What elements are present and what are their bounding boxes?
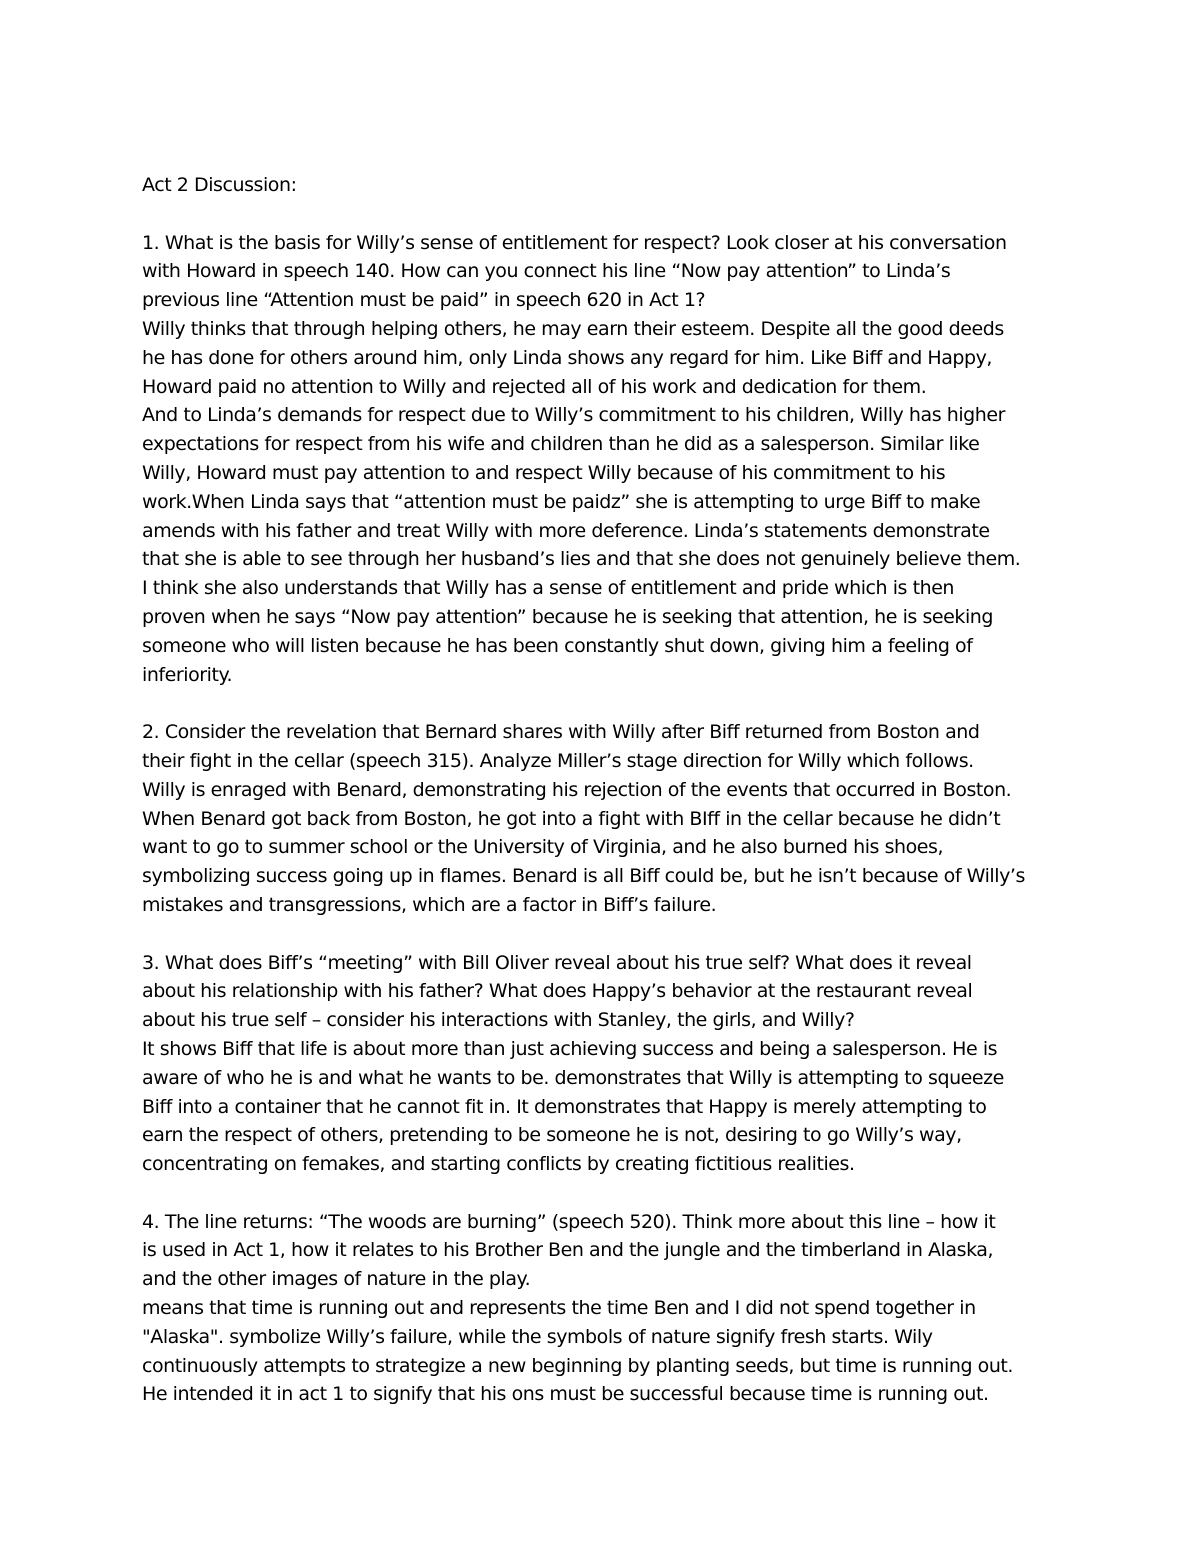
question-text: 2. Consider the revelation that Bernard shares with Willy after Biff returned from Boston and their fight in the cellar (speech 315). Analyze Miller’s stage direction for Willy which follows.: [142, 721, 980, 772]
section-question-4: [142, 1208, 1070, 1410]
spacer: [142, 689, 1070, 718]
answer-text: Willy is enraged with Benard, demonstrating his rejection of the events that occurred in Boston. When Benard got back from Boston, he got into a fight with BIff in the cellar because he didn’t want to go to summer school or the University of Virginia, and he also burned his shoes, symbolizing success going up in flames. Benard is all Biff could be, but he isn’t because of Willy’s mistakes and transgressions, which are a factor in Biff’s failure.: [142, 778, 1025, 916]
document-heading: Act 2 Discussion:: [142, 174, 297, 196]
section-question-3: [142, 949, 1070, 1179]
answer-text: means that time is running out and represents the time Ben and I did not spend together in "Alaska". symbolize Willy’s failure, while the symbols of nature signify fresh starts. Wily continuously attempts to strategize a new beginning by planting seeds, but time is running out. He intended it in act 1 to signify that his ons must be successful because time is running out.: [142, 1297, 1014, 1406]
answer-text: It shows Biff that life is about more than just achieving success and being a salesperson. He is aware of who he is and what he wants to be. demonstrates that Willy is attempting to squeeze Biff into a container that he cannot fit in. It demonstrates that Happy is merely attempting to earn the respect of others, pretending to be someone he is not, desiring to go Willy’s way, concentrating on femakes, and starting conflicts by creating fictitious realities.: [142, 1037, 1004, 1176]
section-question-2: [142, 718, 1070, 920]
answer-text: Willy thinks that through helping others, he may earn their esteem. Despite all the good deeds he has done for others around him, only Linda shows any regard for him. Like Biff and Happy, Howard paid no attention to Willy and rejected all of his work and dedication for them. And to Linda’s demands for respect due to Willy’s commitment to his children, Willy has higher expectations for respect from his wife and children than he did as a salesperson. Similar like Willy, Howard must pay attention to and respect Willy because of his commitment to his work.When Linda says that “attention must be paidz” she is attempting to urge Biff to make amends with his father and treat Willy with more deference. Linda’s statements demonstrate that she is able to see through her husband’s lies and that she does not genuinely believe them. I think she also understands that Willy has a sense of entitlement and pride which is then proven when he says “Now pay attention” because he is seeking that attention, he is seeking someone who will listen because he has been constantly shut down, giving him a feeling of inferiority.: [142, 317, 1021, 686]
spacer: [142, 920, 1070, 949]
question-text: 4. The line returns: “The woods are burning” (speech 520). Think more about this line – how it is used in Act 1, how it relates to his Brother Ben and the jungle and the timberland in Alaska, and the other images of nature in the play.: [142, 1210, 996, 1291]
spacer: [142, 1179, 1070, 1208]
question-text: 3. What does Biff’s “meeting” with Bill Oliver reveal about his true self? What does it reveal about his relationship with his father? What does Happy’s behavior at the restaurant reveal about his true self – consider his interactions with Stanley, the girls, and Willy?: [142, 951, 973, 1032]
spacer: [142, 200, 1070, 229]
section-question-1: [142, 229, 1070, 690]
question-text: 1. What is the basis for Willy’s sense of entitlement for respect? Look closer at his conversation with Howard in speech 140. How can you connect his line “Now pay attention” to Linda’s previous line “Attention must be paid” in speech 620 in Act 1?: [142, 231, 1007, 312]
